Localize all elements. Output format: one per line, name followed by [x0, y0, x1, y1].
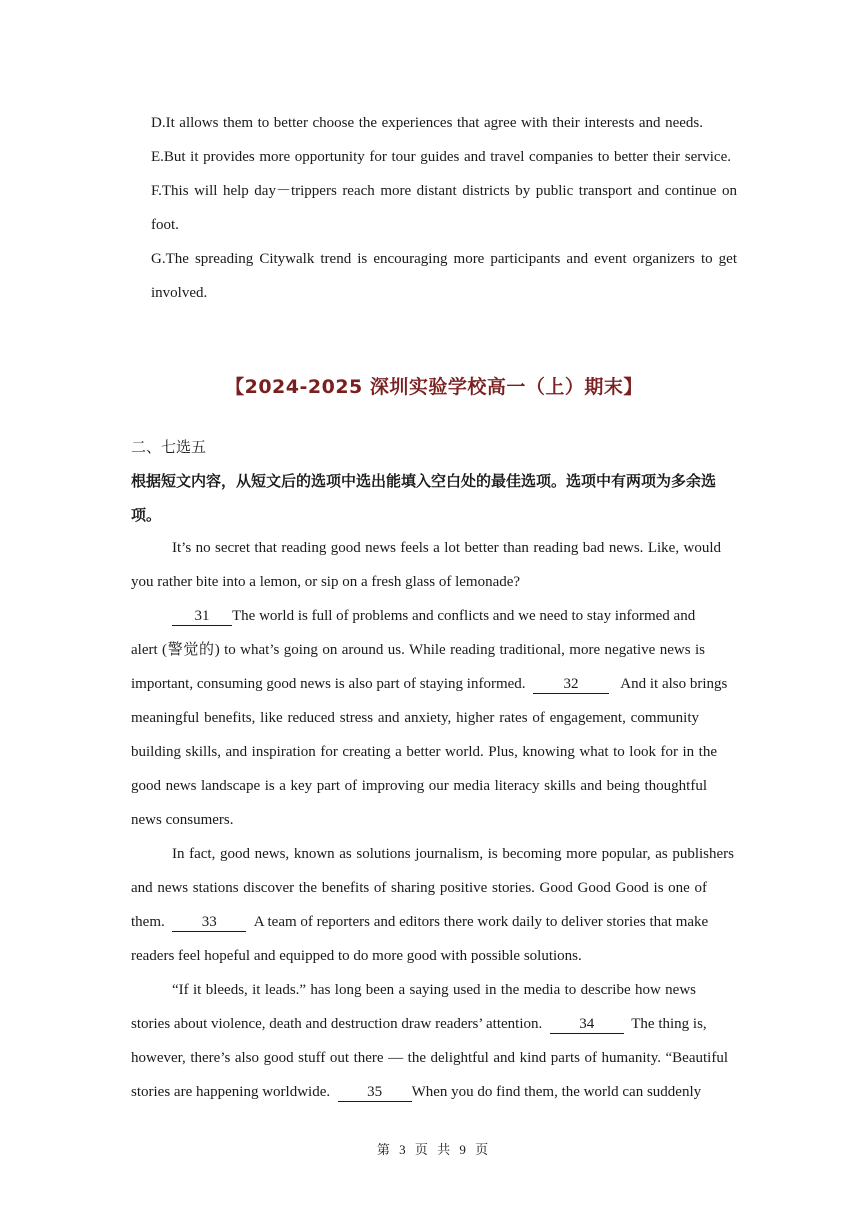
option-g-line2: involved. [151, 285, 208, 301]
passage-p4-line2 [131, 1014, 707, 1034]
passage-text: them. [131, 914, 165, 930]
option-f-line2: foot. [151, 217, 179, 233]
blank-33: 33 [172, 914, 246, 932]
passage-text: stories about violence, death and destruction draw readers’ attention. [131, 1016, 543, 1032]
blank-34: 34 [550, 1016, 624, 1034]
option-g-line1: G.The spreading Citywalk trend is encouraging more participants and event organizers to get [151, 251, 737, 267]
page-number: 第 3 页 共 9 页 [376, 1142, 492, 1157]
passage-text: A team of reporters and editors there work daily to deliver stories that make [253, 914, 709, 930]
passage-p2-line2: alert (警觉的) to what’s going on around us. While reading traditional, more negative news is [131, 642, 705, 658]
passage-p3-line4: readers feel hopeful and equipped to do more good with possible solutions. [131, 948, 582, 964]
passage-p2-line7: news consumers. [131, 812, 234, 828]
instructions-line2: 项。 [131, 506, 162, 524]
blank-35: 35 [338, 1084, 412, 1102]
passage-p3-line2: and news stations discover the benefits of sharing positive stories. Good Good Good is one of [131, 880, 707, 896]
exam-title: 【2024-2025 深圳实验学校高一（上）期末】 [225, 376, 643, 398]
passage-text: stories are happening worldwide. [131, 1084, 331, 1100]
passage-p4-line3: however, there’s also good stuff out there — the delightful and kind parts of humanity. “Beautiful [131, 1050, 728, 1066]
passage-text: And it also brings [620, 676, 728, 692]
passage-p1-line1: It’s no secret that reading good news feels a lot better than reading bad news. Like, would [172, 540, 721, 556]
passage-text: The thing is, [631, 1016, 707, 1032]
option-e: E.But it provides more opportunity for tour guides and travel companies to better their service. [151, 149, 731, 165]
passage-text: When you do find them, the world can suddenly [411, 1084, 702, 1100]
passage-p4-line1: “If it bleeds, it leads.” has long been a saying used in the media to describe how news [172, 982, 696, 998]
blank-32: 32 [533, 676, 609, 694]
passage-p2-line5: building skills, and inspiration for creating a better world. Plus, knowing what to look for in the [131, 744, 717, 760]
passage-p3-line3 [131, 912, 708, 932]
option-f-line1: F.This will help day－trippers reach more distant districts by public transport and continue on [151, 183, 737, 199]
passage-p2-line4: meaningful benefits, like reduced stress and anxiety, higher rates of engagement, community [131, 710, 699, 726]
passage-p1-line2: you rather bite into a lemon, or sip on a fresh glass of lemonade? [131, 574, 521, 590]
passage-p3-line1: In fact, good news, known as solutions journalism, is becoming more popular, as publishers [172, 846, 734, 862]
passage-p4-line4 [131, 1082, 701, 1102]
passage-p2-line6: good news landscape is a key part of improving our media literacy skills and being thoughtful [131, 778, 707, 794]
instructions-line1: 根据短文内容，从短文后的选项中选出能填入空白处的最佳选项。选项中有两项为多余选 [131, 472, 717, 490]
passage-p2-line3 [131, 674, 727, 694]
passage-text: important, consuming good news is also part of staying informed. [131, 676, 526, 692]
section-heading: 二、七选五 [131, 438, 207, 456]
blank-31: 31 [172, 608, 232, 626]
passage-p2-line1 [172, 606, 695, 626]
passage-text: The world is full of problems and conflicts and we need to stay informed and [232, 608, 696, 624]
option-d: D.It allows them to better choose the experiences that agree with their interests and needs. [151, 115, 703, 131]
